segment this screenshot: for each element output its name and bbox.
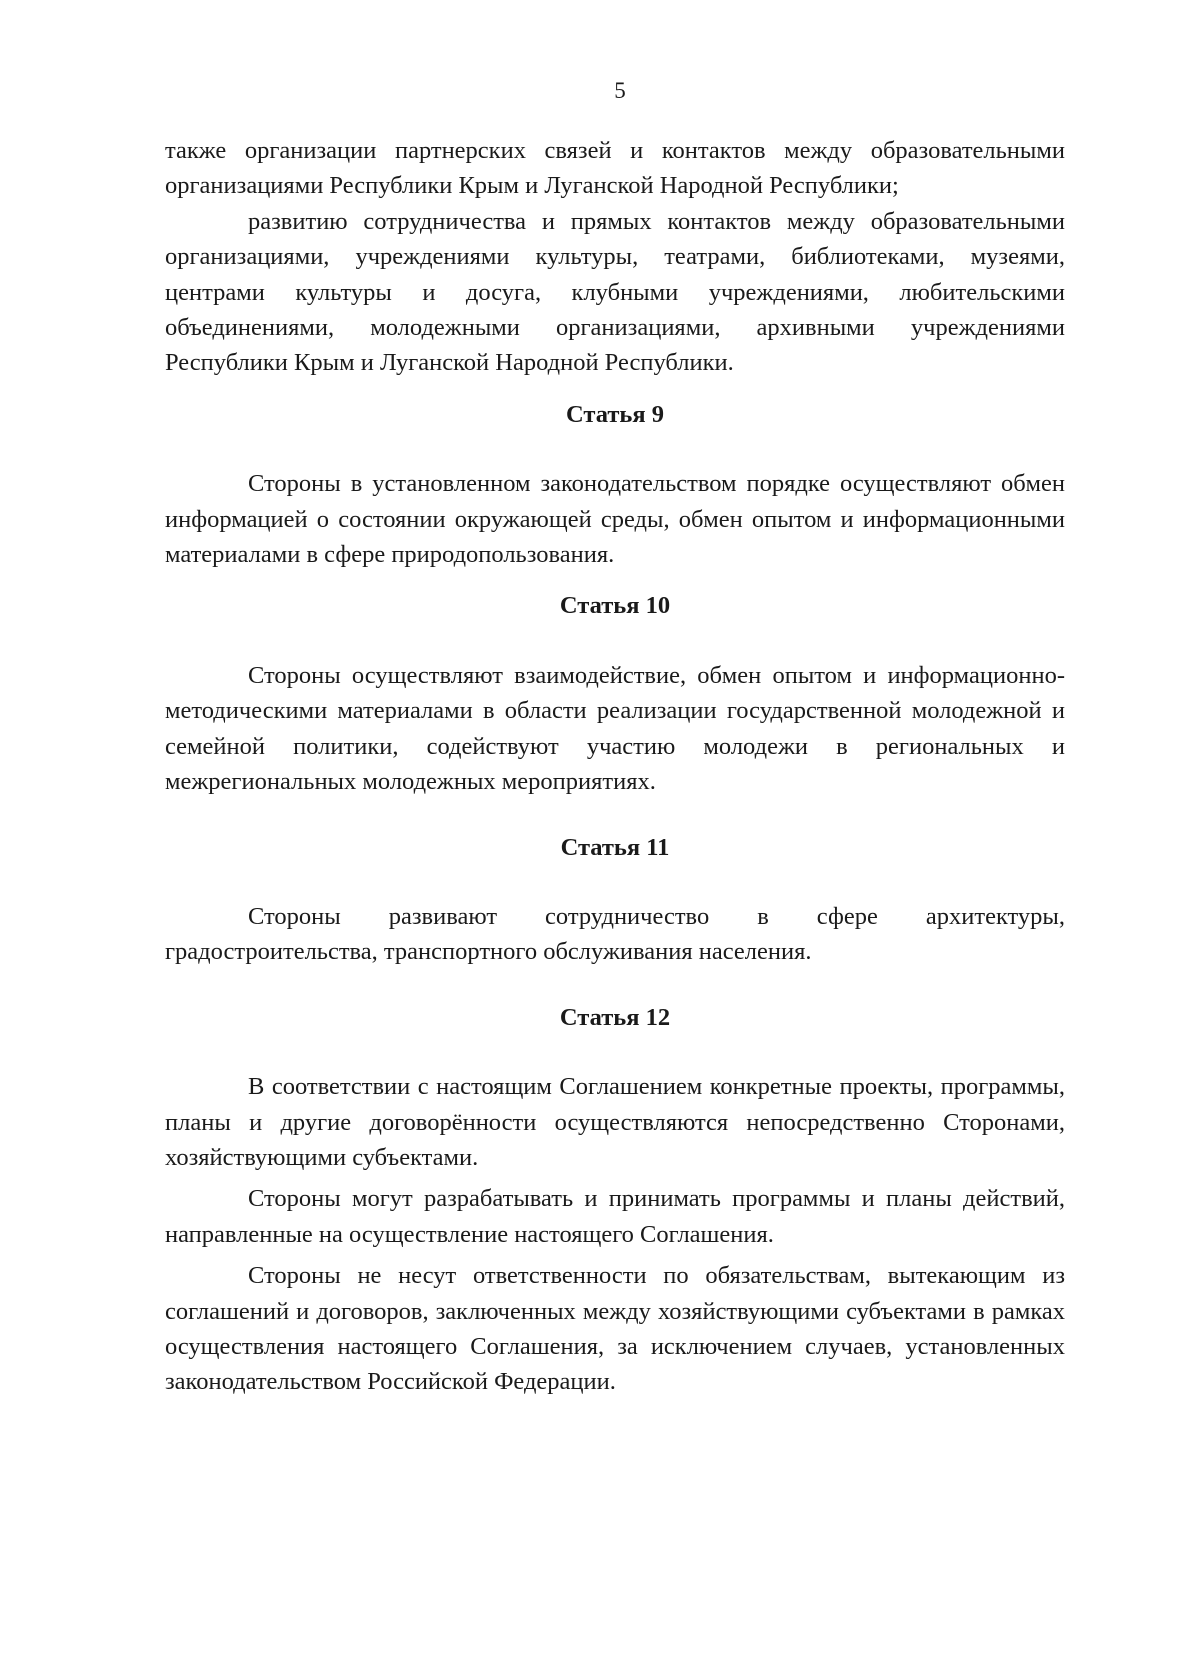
article-12-paragraph-3: Стороны не несут ответственности по обязательствам, вытекающим из соглашений и договоров, заключенных между хозяйствующими субъектами в рамках осуществления настоящего Соглашения, за исключением случаев, установленных законодательством Российской Федерации. — [165, 1262, 1065, 1396]
article-10-paragraph: Стороны осуществляют взаимодействие, обмен опытом и информационно-методическими материалами в области реализации государственной молодежной и семейной политики, содействуют участию молодежи в региональных и межрегиональных молодежных мероприятиях. — [165, 661, 1065, 796]
article-12-paragraph-2: Стороны могут разрабатывать и принимать программы и планы действий, направленные на осуществление настоящего Соглашения. — [165, 1185, 1065, 1248]
paragraph-intro-development: развитию сотрудничества и прямых контактов между образовательными организациями, учреждениями культуры, театрами, библиотеками, музеями, центрами культуры и досуга, клубными учреждениями, любительскими объединениями, молодежными организациями, архивными учреждениями Республики Крым и Луганской Народной Республики. — [165, 207, 1065, 377]
article-11-heading: Статья 11 — [560, 833, 670, 861]
article-9-heading: Статья 9 — [566, 400, 664, 428]
article-11-paragraph: Стороны развивают сотрудничество в сфере архитектуры, градостроительства, транспортного обслуживания населения. — [165, 902, 1065, 966]
document-body — [165, 133, 1065, 1400]
paragraph-intro-continuation: также организации партнерских связей и контактов между образовательными организациями Республики Крым и Луганской Народной Республики; — [165, 137, 1065, 200]
article-10-heading: Статья 10 — [559, 592, 671, 620]
article-12-paragraph-1: В соответствии с настоящим Соглашением конкретные проекты, программы, планы и другие договорённости осуществляются непосредственно Сторонами, хозяйствующими субъектами. — [165, 1073, 1065, 1171]
article-12-heading: Статья 12 — [559, 1003, 671, 1031]
page-number: 5 — [614, 78, 626, 103]
article-9-paragraph: Стороны в установленном законодательством порядке осуществляют обмен информацией о состоянии окружающей среды, обмен опытом и информационными материалами в сфере природопользования. — [165, 470, 1065, 569]
